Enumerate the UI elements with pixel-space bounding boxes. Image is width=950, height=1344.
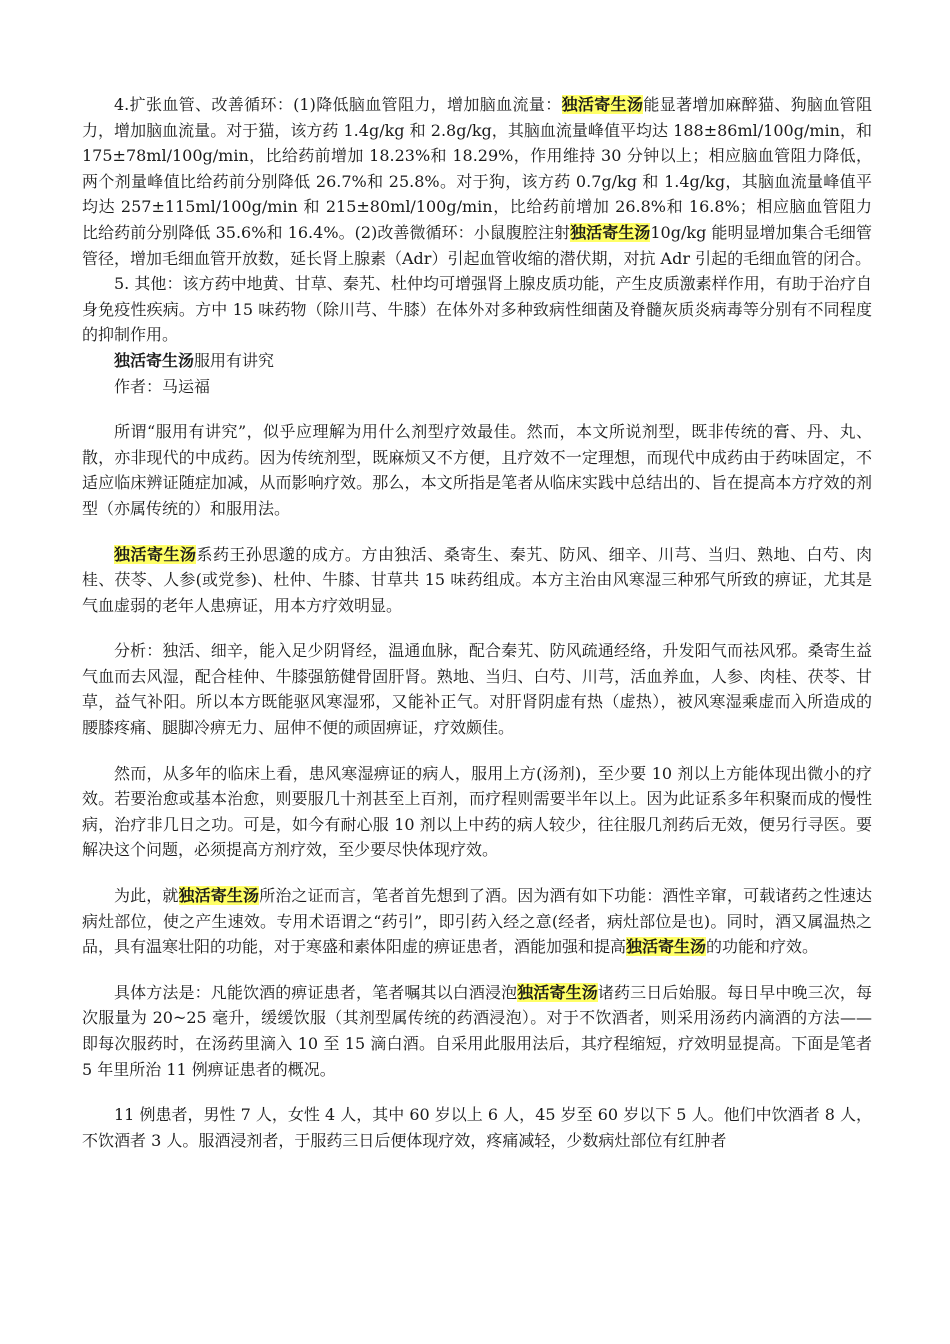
paragraph-text: 为此，就 [114, 886, 179, 906]
article-author: 作者：马运福 [114, 376, 211, 396]
spacer [82, 522, 872, 542]
highlighted-term: 独活寄生汤 [114, 544, 197, 564]
spacer [82, 1082, 872, 1102]
paragraph-other-effects: 5. 其他：该方药中地黄、甘草、秦艽、杜仲均可增强肾上腺皮质功能，产生皮质激素样作用，有助于治疗自身免疫性疾病。方中 15 味药物（除川芎、牛膝）在体外对多种致病性细菌及脊髓灰质炎病毒等分别有不同程度的抑制作用。 [82, 274, 872, 345]
paragraph-text: 所治之证而言，笔者首先想到了酒。因为酒有如下功能：酒性辛窜，可载诸药之性速达病灶部位，使之产生速效。专用术语谓之“药引”，即引药入经之意(经者，病灶部位是也)。同时，酒又属温热之品，具有温寒壮阳的功能，对于寒盛和素体阳虚的痹证患者，酒能加强和提高 [82, 886, 872, 957]
paragraph-vasodilation [82, 92, 872, 271]
document-page [82, 92, 872, 1153]
paragraph-text: 具体方法是：凡能饮酒的痹证患者，笔者嘱其以白酒浸泡 [114, 982, 518, 1002]
paragraph-analysis: 分析：独活、细辛，能入足少阴肾经，温通血脉，配合秦艽、防风疏通经络，升发阳气而祛风邪。桑寄生益气血而去风湿，配合桂仲、牛膝强筋健骨固肝肾。熟地、当归、白芍、川芎，活血养血，人参、肉桂、茯苓、甘草，益气补阳。所以本方既能驱风寒湿邪，又能补正气。对肝肾阴虚有热（虚热），被风寒湿乘虚而入所造成的腰膝疼痛、腿脚冷痹无力、屈伸不便的顽固痹证，疗效颇佳。 [82, 641, 872, 738]
article-title [82, 348, 872, 374]
paragraph-text: 4.扩张血管、改善循环：(1)降低脑血管阻力，增加脑血流量： [114, 95, 562, 114]
paragraph-text: 能显著增加麻醉猫、狗脑血管阻力，增加脑血流量。对于猫，该方药 1.4g/kg 和 2.8g/kg，其脑血流量峰值平均达 188±86ml/100g/min，和 175±78ml/100g/min，比给药前增加 18.23%和 18.29%，作用维持 30 分钟以上；相应脑血管阻力降低，两个剂量峰值比给药前分别降低 26.7%和 25.8%。对于狗，该方药 0.7g/kg 和 1.4g/kg，其脑血流量峰值平均达 257±115ml/100g/min 和 215±80ml/100g/min，比给药前增加 26.8%和 16.8%；相应脑血管阻力比给药前分别降低 35.6%和 16.4%。(2)改善微循环：小鼠腹腔注射 [82, 95, 872, 242]
spacer [82, 618, 872, 638]
paragraph-wine [82, 883, 872, 960]
highlighted-term: 独活寄生汤 [570, 222, 651, 242]
highlighted-term: 独活寄生汤 [561, 95, 644, 114]
spacer [82, 863, 872, 883]
paragraph-intro: 所谓“服用有讲究”，似乎应理解为用什么剂型疗效最佳。然而，本文所说剂型，既非传统的膏、丹、丸、散，亦非现代的中成药。因为传统剂型，既麻烦又不方便，且疗效不一定理想，而现代中成药由于药味固定，不适应临床辨证随症加减，从而影响疗效。那么，本文所指是笔者从临床实践中总结出的、旨在提高本方疗效的剂型（亦属传统的）和服用法。 [82, 422, 872, 518]
highlighted-term: 独活寄生汤 [626, 937, 707, 957]
paragraph-formula [82, 542, 872, 619]
highlighted-term: 独活寄生汤 [178, 886, 260, 906]
spacer [82, 741, 872, 761]
spacer [82, 399, 872, 419]
paragraph-clinical: 然而，从多年的临床上看，患风寒湿痹证的病人，服用上方(汤剂)，至少要 10 剂以上方能体现出微小的疗效。若要治愈或基本治愈，则要服几十剂甚至上百剂，而疗程则需要半年以上。因为此证系多年积聚而成的慢性病，治疗非几日之功。可是，如今有耐心服 10 剂以上中药的病人较少，往往服几剂药后无效，便另行寻医。要解决这个问题，必须提高方剂疗效，至少要尽快体现疗效。 [82, 763, 872, 860]
paragraph-text: 的功能和疗效。 [706, 937, 819, 957]
highlighted-term: 独活寄生汤 [517, 982, 598, 1002]
paragraph-cases: 11 例患者，男性 7 人，女性 4 人，其中 60 岁以上 6 人，45 岁至 60 岁以下 5 人。他们中饮酒者 8 人，不饮酒者 3 人。服酒浸剂者，于服药三日后便体现疗效，疼痛减轻，少数病灶部位有红肿者 [82, 1105, 872, 1150]
paragraph-text: 系药王孙思邈的成方。方由独活、桑寄生、秦艽、防风、细辛、川芎、当归、熟地、白芍、肉桂、茯苓、人参(或党参)、杜仲、牛膝、甘草共 15 味药组成。本方主治由风寒湿三种邪气所致的痹证，尤其是气血虚弱的老年人患痹证，用本方疗效明显。 [82, 544, 872, 615]
article-title-rest: 服用有讲究 [194, 350, 275, 370]
paragraph-text: 10g/kg 能明显增加集合毛细管管径，增加毛细血管开放数，延长肾上腺素（Adr）引起血管收缩的潜伏期，对抗 Adr 引起的毛细血管的闭合。 [82, 222, 872, 268]
paragraph-method [82, 980, 872, 1082]
spacer [82, 960, 872, 980]
paragraph-text: 诸药三日后始服。每日早中晚三次，每次服量为 20~25 毫升，缓缓饮服（其剂型属传统的药酒浸泡）。对于不饮酒者，则采用汤药内滴酒的方法——即每次服药时，在汤药里滴入 10 至 15 滴白酒。自采用此服用法后，其疗程缩短，疗效明显提高。下面是笔者 5 年里所治 11 例痹证患者的概况。 [82, 982, 872, 1079]
article-title-term: 独活寄生汤 [114, 350, 195, 370]
